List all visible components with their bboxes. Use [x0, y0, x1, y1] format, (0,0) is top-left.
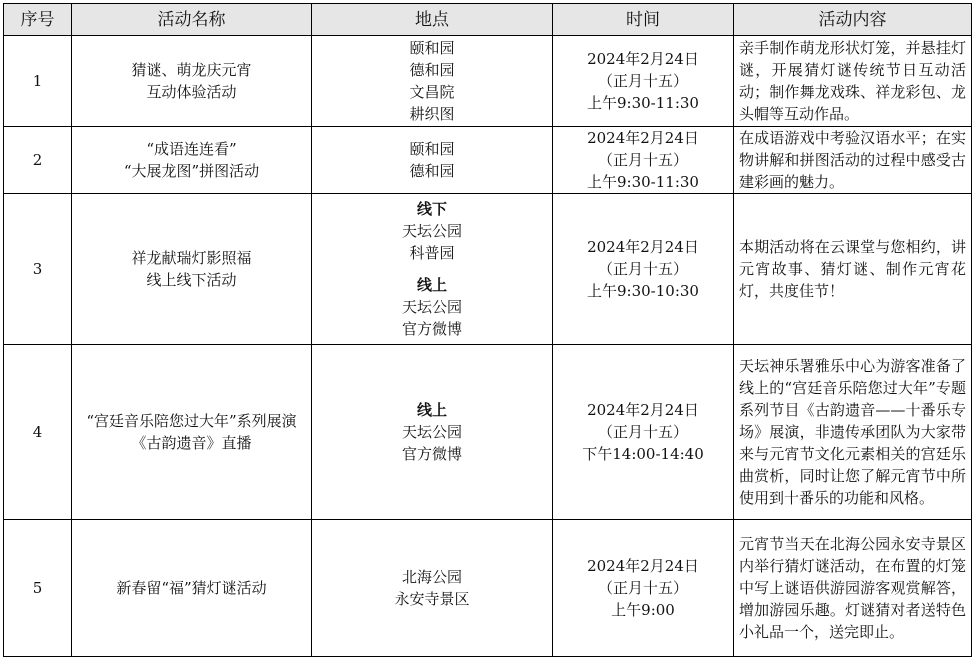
cell-no: 2 — [4, 127, 72, 194]
table-row — [4, 520, 972, 657]
cell-time: 2024年2月24日 （正月十五） 上午9:30-11:30 — [553, 36, 734, 127]
table-row — [4, 36, 972, 127]
header-place: 地点 — [312, 4, 553, 36]
cell-place: 颐和园 德和园 — [312, 127, 553, 194]
cell-content: 在成语游戏中考验汉语水平；在实物讲解和拼图活动的过程中感受古建彩画的魅力。 — [734, 127, 972, 194]
cell-place: 线上 天坛公园 官方微博 — [312, 345, 553, 520]
cell-time: 2024年2月24日 （正月十五） 上午9:30-10:30 — [553, 194, 734, 345]
cell-content: 天坛神乐署雅乐中心为游客准备了线上的“宫廷音乐陪您过大年”专题系列节目《古韵遗音——十番乐专场》展演，非遗传承团队为大家带来与元宵节文化元素相关的宫廷乐曲赏析，同时让您了解元宵节中所使用到十番乐的功能和风格。 — [734, 345, 972, 520]
table-row — [4, 194, 972, 345]
cell-no: 4 — [4, 345, 72, 520]
cell-name: 新春留“福”猜灯谜活动 — [72, 520, 312, 657]
cell-content: 亲手制作萌龙形状灯笼，并悬挂灯谜，开展猜灯谜传统节日互动活动；制作舞龙戏珠、祥龙彩包、龙头帽等互动作品。 — [734, 36, 972, 127]
cell-no: 1 — [4, 36, 72, 127]
cell-name: “成语连连看” “大展龙图”拼图活动 — [72, 127, 312, 194]
header-no: 序号 — [4, 4, 72, 36]
header-row — [4, 4, 972, 36]
events-table — [3, 3, 972, 657]
cell-time: 2024年2月24日 （正月十五） 下午14:00-14:40 — [553, 345, 734, 520]
cell-no: 5 — [4, 520, 72, 657]
cell-name: 祥龙献瑞灯影照福 线上线下活动 — [72, 194, 312, 345]
cell-content: 元宵节当天在北海公园永安寺景区内举行猜灯谜活动，在布置的灯笼中写上谜语供游园游客观赏解答，增加游园乐趣。灯谜猜对者送特色小礼品一个，送完即止。 — [734, 520, 972, 657]
cell-place: 北海公园 永安寺景区 — [312, 520, 553, 657]
header-name: 活动名称 — [72, 4, 312, 36]
header-content: 活动内容 — [734, 4, 972, 36]
offline-label: 线下 — [416, 200, 447, 218]
table-row — [4, 127, 972, 194]
cell-time: 2024年2月24日 （正月十五） 上午9:30-11:30 — [553, 127, 734, 194]
cell-name: 猜谜、萌龙庆元宵 互动体验活动 — [72, 36, 312, 127]
table-row — [4, 345, 972, 520]
cell-no: 3 — [4, 194, 72, 345]
header-time: 时间 — [553, 4, 734, 36]
cell-place: 颐和园 德和园 文昌院 耕织图 — [312, 36, 553, 127]
cell-time: 2024年2月24日 （正月十五） 上午9:00 — [553, 520, 734, 657]
cell-content: 本期活动将在云课堂与您相约，讲元宵故事、猜灯谜、制作元宵花灯，共度佳节！ — [734, 194, 972, 345]
cell-name: “宫廷音乐陪您过大年”系列展演 《古韵遗音》直播 — [72, 345, 312, 520]
online-label: 线上 — [416, 401, 447, 419]
cell-place: 线下 天坛公园 科普园 线上 天坛公园 官方微博 — [312, 194, 553, 345]
online-label: 线上 — [416, 276, 447, 294]
